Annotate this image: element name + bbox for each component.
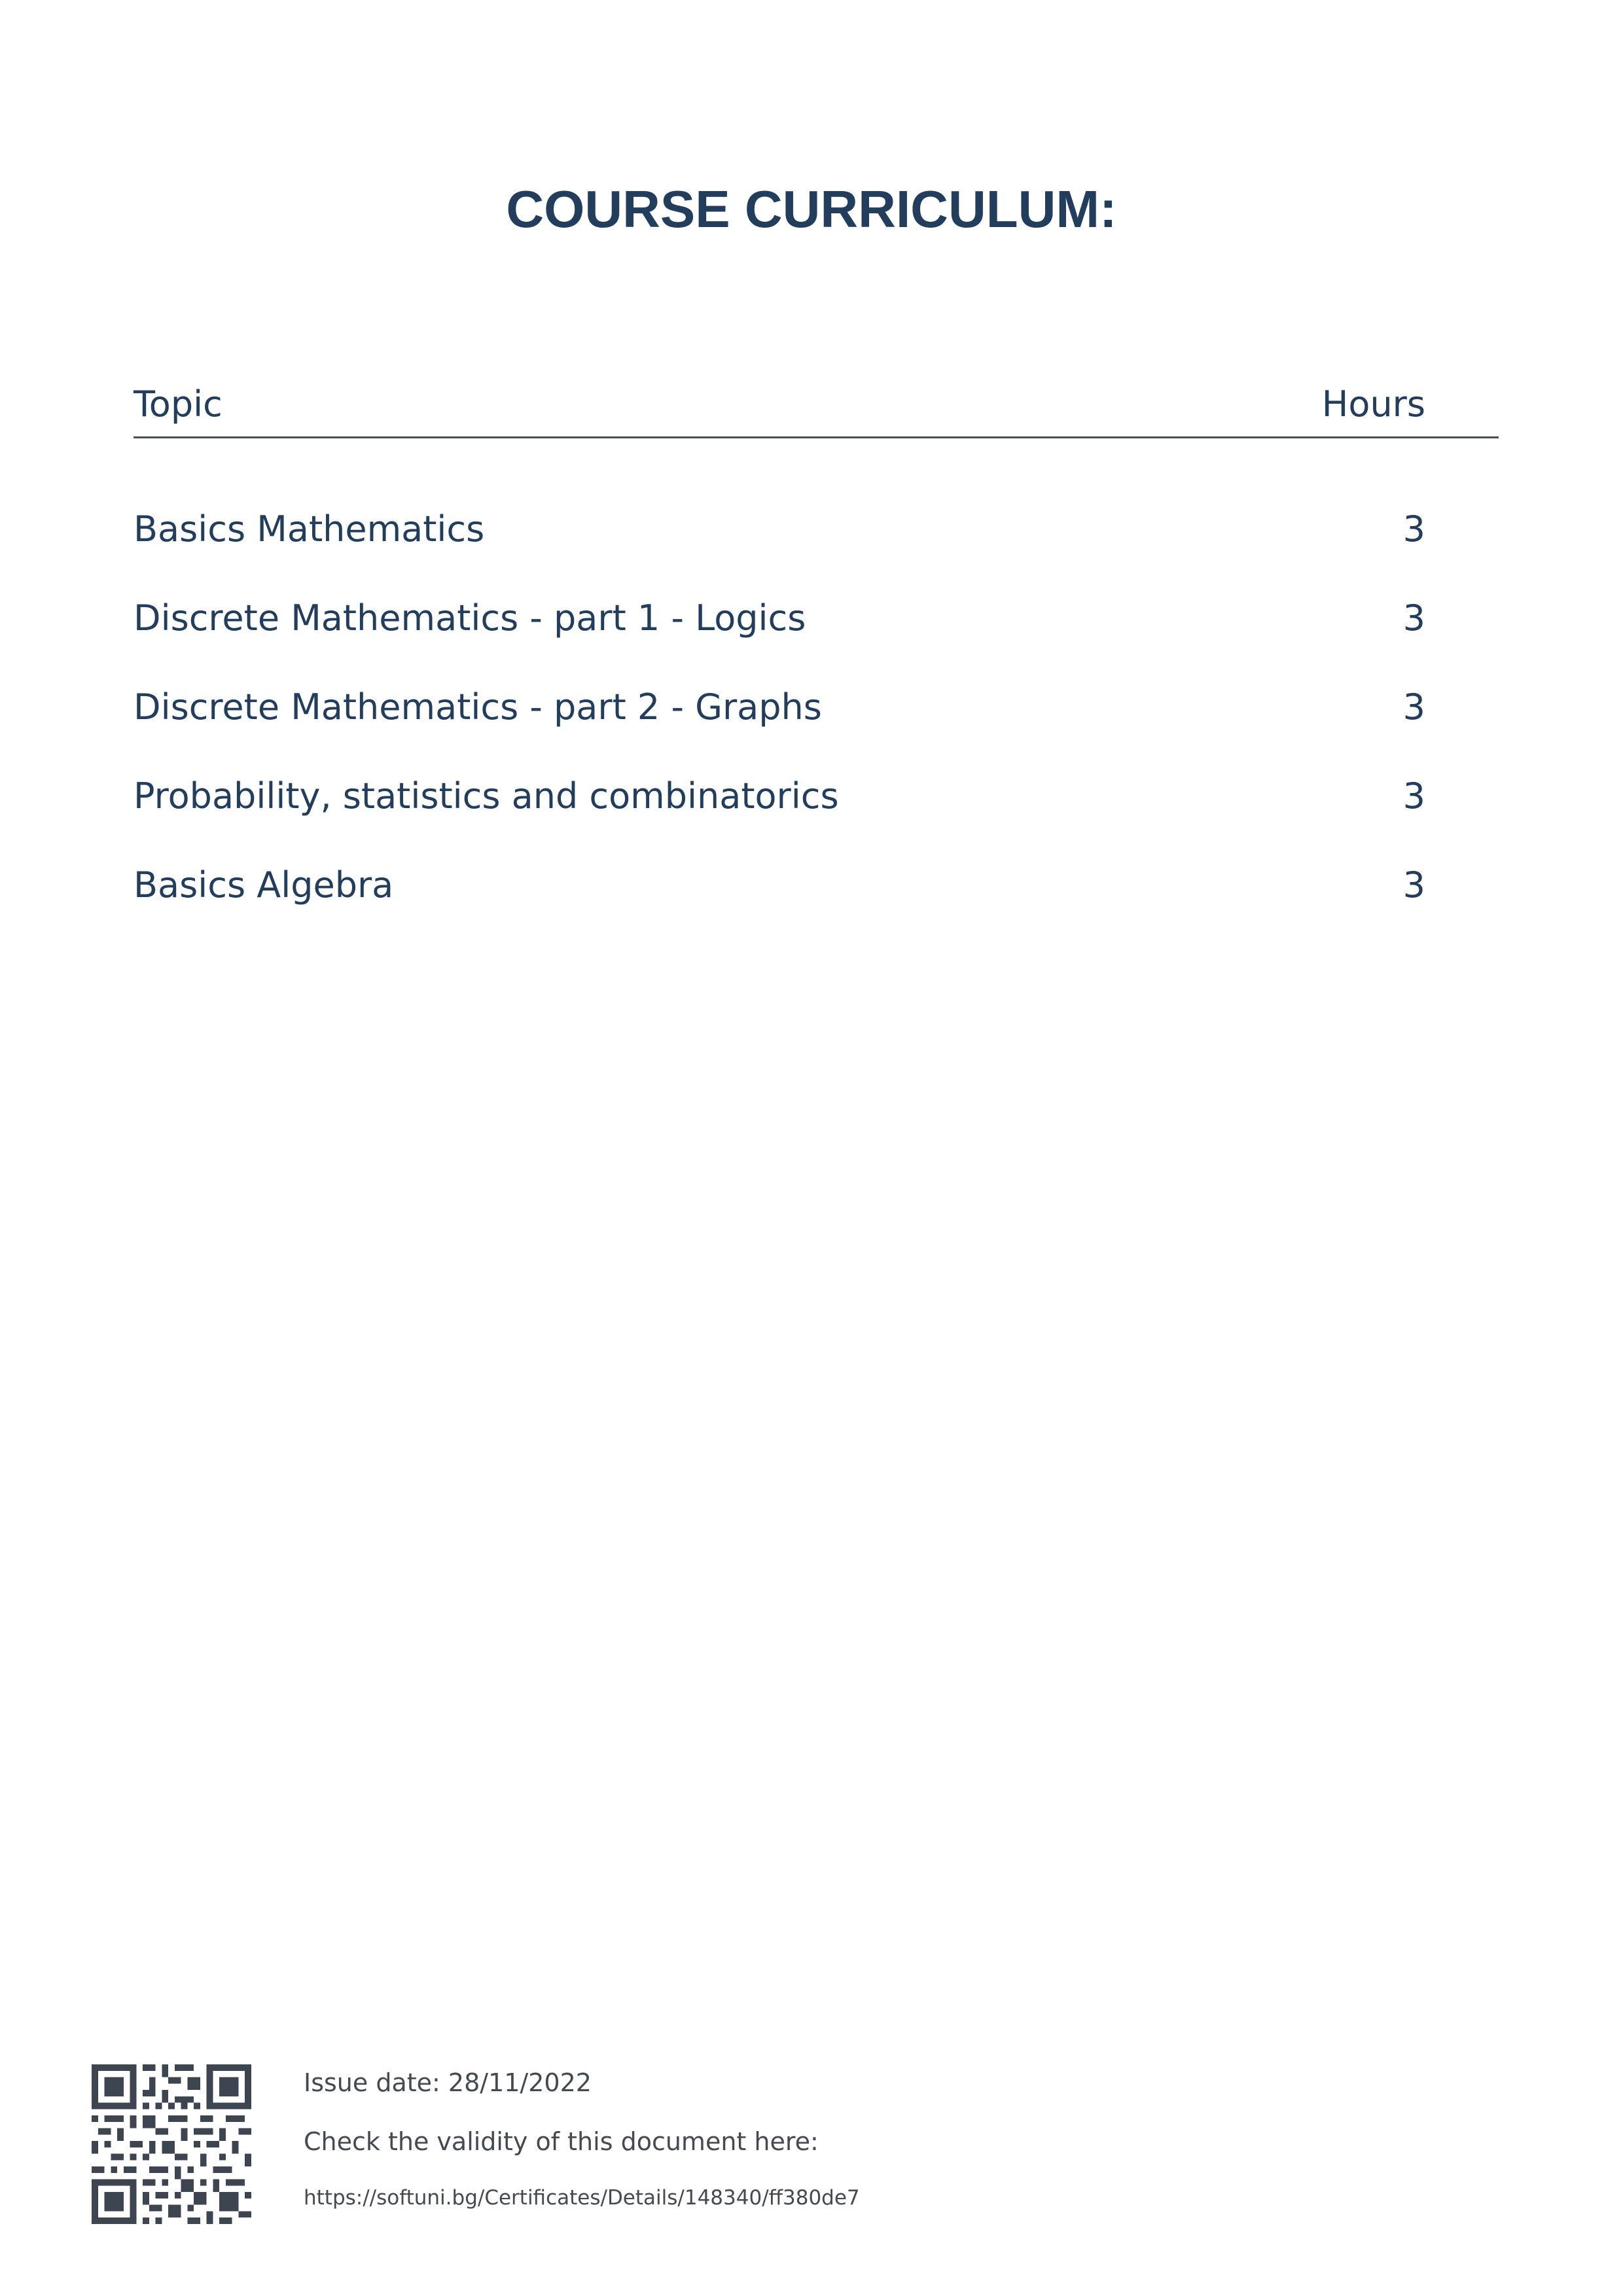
row-hours: 3 xyxy=(1402,597,1425,639)
issue-date: Issue date: 28/11/2022 xyxy=(304,2068,592,2097)
curriculum-table xyxy=(134,366,1499,929)
page-title: COURSE CURRICULUM: xyxy=(506,180,1117,238)
table-row xyxy=(134,751,1499,840)
footer xyxy=(92,2064,860,2224)
row-hours: 3 xyxy=(1402,775,1425,817)
footer-text xyxy=(304,2064,860,2210)
table-row xyxy=(134,484,1499,573)
validity-link[interactable]: https://softuni.bg/Certificates/Details/148340/ff380de7 xyxy=(304,2186,860,2210)
table-body xyxy=(134,484,1499,929)
table-row xyxy=(134,840,1499,929)
qr-code-icon[interactable] xyxy=(92,2064,251,2224)
header-hours: Hours xyxy=(1321,383,1425,425)
validity-note: Check the validity of this document here: xyxy=(304,2127,819,2156)
row-hours: 3 xyxy=(1402,508,1425,550)
row-topic: Discrete Mathematics - part 1 - Logics xyxy=(134,597,806,639)
table-header xyxy=(134,366,1499,438)
row-topic: Basics Mathematics xyxy=(134,508,485,550)
row-topic: Basics Algebra xyxy=(134,864,394,906)
table-row xyxy=(134,573,1499,662)
row-topic: Discrete Mathematics - part 2 - Graphs xyxy=(134,686,822,728)
row-topic: Probability, statistics and combinatorics xyxy=(134,775,839,817)
header-topic: Topic xyxy=(134,383,223,425)
row-hours: 3 xyxy=(1402,686,1425,728)
row-hours: 3 xyxy=(1402,864,1425,906)
table-row xyxy=(134,662,1499,751)
